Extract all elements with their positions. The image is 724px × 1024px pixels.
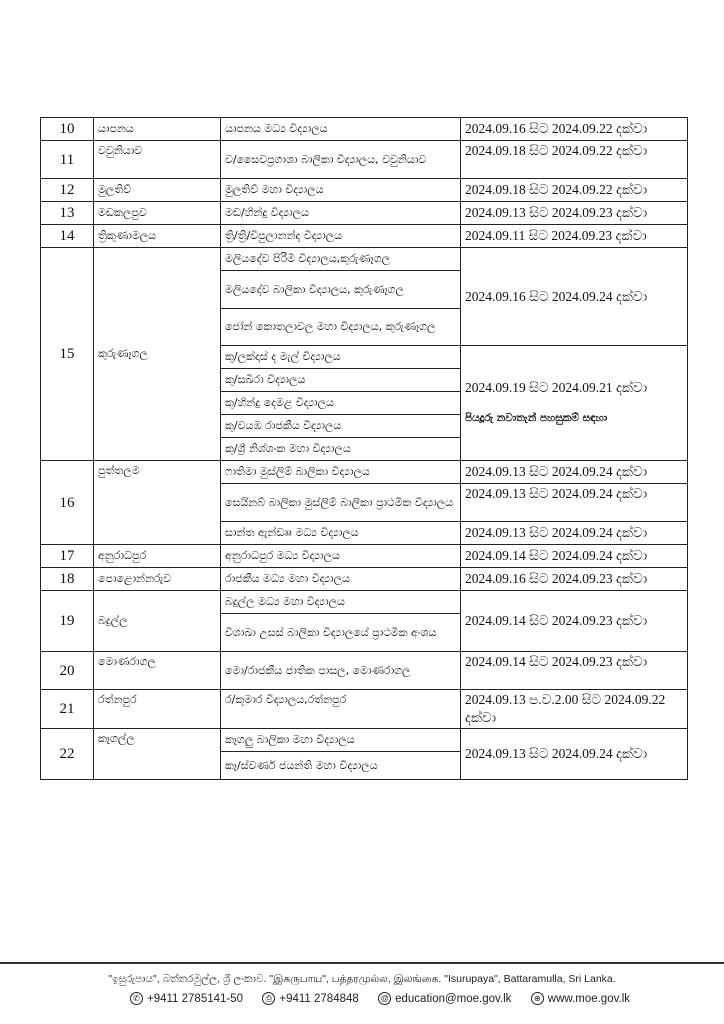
table-row <box>41 591 688 614</box>
table-row <box>41 690 688 729</box>
school-cell: ව/සෛවප්‍රගාශා බාලිකා විද්‍යාලය, වවුනියාව <box>221 141 461 179</box>
date-cell: 2024.09.16 සිට 2024.09.22 දක්වා <box>461 118 688 141</box>
row-number: 20 <box>41 652 94 690</box>
date-cell: 2024.09.16 සිට 2024.09.23 දක්වා <box>461 568 688 591</box>
district-cell: බදුල්ල <box>94 591 221 652</box>
row-number: 18 <box>41 568 94 591</box>
district-cell: අනුරාධපුර <box>94 545 221 568</box>
row-number: 19 <box>41 591 94 652</box>
school-cell: යාපනය මධ්‍ය විද්‍යාලය <box>221 118 461 141</box>
date-range: 2024.09.19 සිට 2024.09.21 දක්වා <box>465 380 648 395</box>
date-cell: 2024.09.16 සිට 2024.09.24 දක්වා <box>461 248 688 346</box>
district-cell: කෑගල්ල <box>94 729 221 780</box>
row-number: 12 <box>41 179 94 202</box>
row-number: 22 <box>41 729 94 780</box>
table-row <box>41 118 688 141</box>
date-cell: 2024.09.14 සිට 2024.09.23 දක්වා <box>461 652 688 690</box>
row-number: 15 <box>41 248 94 461</box>
fax-text: +9411 2784848 <box>279 992 359 1005</box>
table-row <box>41 568 688 591</box>
table-row <box>41 652 688 690</box>
school-cell: කු/ශ්‍රී නිශ්ශංක මහා විද්‍යාලය <box>221 438 461 461</box>
school-cell: බදුල්ල මධ්‍ය මහා විද්‍යාලය <box>221 591 461 614</box>
district-cell: කුරුණෑගල <box>94 248 221 461</box>
school-cell: අනුරාධපුර මධ්‍ය විද්‍යාලය <box>221 545 461 568</box>
district-cell: පුත්තලම <box>94 461 221 545</box>
date-note: පියදූරු නවාතැන් පහසුකම් සඳහා <box>465 412 608 424</box>
email-text[interactable]: education@moe.gov.lk <box>395 992 512 1005</box>
date-cell: 2024.09.18 සිට 2024.09.22 දක්වා <box>461 179 688 202</box>
date-cell: 2024.09.13 සිට 2024.09.24 දක්වා <box>461 522 688 545</box>
date-cell: 2024.09.11 සිට 2024.09.23 දක්වා <box>461 225 688 248</box>
district-cell: මඩකලපුව <box>94 202 221 225</box>
date-cell: 2024.09.13 සිට 2024.09.24 දක්වා <box>461 484 688 522</box>
table-row <box>41 179 688 202</box>
row-number: 17 <box>41 545 94 568</box>
table-row <box>41 141 688 179</box>
school-cell: කු/වයඹ රාජකීය විද්‍යාලය <box>221 415 461 438</box>
row-number: 21 <box>41 690 94 729</box>
email-icon: @ <box>378 992 391 1005</box>
school-cell: කෑ/ස්වර්ණ ජයන්ති මහා විද්‍යාලය <box>221 752 461 780</box>
school-cell: ෆාතිමා මුස්ලිම් බාලිකා විද්‍යාලය <box>221 461 461 484</box>
date-cell: 2024.09.14 සිට 2024.09.23 දක්වා <box>461 591 688 652</box>
date-cell: 2024.09.18 සිට 2024.09.22 දක්වා <box>461 141 688 179</box>
date-cell: 2024.09.14 සිට 2024.09.24 දක්වා <box>461 545 688 568</box>
district-cell: යාපනය <box>94 118 221 141</box>
school-cell: කෑගලු බාලිකා මහා විද්‍යාලය <box>221 729 461 752</box>
table-row <box>41 729 688 752</box>
school-cell: ර/කුමාර විද්‍යාලය,රත්නපුර <box>221 690 461 729</box>
phone-text: +9411 2785141-50 <box>147 992 244 1005</box>
school-cell: මුලතිව් මහා විද්‍යාලය <box>221 179 461 202</box>
school-cell: කු/හින්දු දෙමළ විද්‍යාලය <box>221 392 461 415</box>
school-cell: ජෝන් කොතලාවල මහා විද්‍යාලය, කුරුණෑගල <box>221 309 461 346</box>
table-row <box>41 461 688 484</box>
table-row <box>41 225 688 248</box>
row-number: 11 <box>41 141 94 179</box>
school-cell: මො/රාජකීය ජාතික පාසල, මොණරාගල <box>221 652 461 690</box>
web-text[interactable]: www.moe.gov.lk <box>547 992 630 1005</box>
web-icon: ⊕ <box>531 992 544 1005</box>
school-cell: සෙයිනබ් බාලිකා මුස්ලිම් බාලිකා ප්‍රාථමික විද්‍යාලය <box>221 484 461 522</box>
row-number: 10 <box>41 118 94 141</box>
footer-fax <box>262 992 358 1005</box>
footer-web[interactable] <box>531 992 630 1005</box>
district-cell: මොණරාගල <box>94 652 221 690</box>
school-cell: කු/ලක්දාස් ද මැල් විද්‍යාලය <box>221 346 461 369</box>
phone-icon: ✆ <box>130 992 143 1005</box>
school-cell: රාජකීය මධ්‍ය මහා විද්‍යාලය <box>221 568 461 591</box>
school-cell: සාන්ත ඇන්ඩ්‍රූ මධ්‍ය විද්‍යාලය <box>221 522 461 545</box>
footer-address: "ඉසුරුපාය", බත්තරමුල්ල, ශ්‍රී ලංකාව. "இசுருபாய", பத்தரமுல்ல, இலங்கை. "Isurupaya", Battaramulla, Sri Lanka. <box>108 973 616 985</box>
date-cell <box>461 346 688 461</box>
school-cell: මලියදේව පිරිමි විද්‍යාලය,කුරුණෑගල <box>221 248 461 271</box>
date-cell: 2024.09.13 සිට 2024.09.23 දක්වා <box>461 202 688 225</box>
school-cell: මඩ/හින්දු විද්‍යාලය <box>221 202 461 225</box>
school-cell: කු/සඛිරා විද්‍යාලය <box>221 369 461 392</box>
footer-contacts <box>130 992 630 1005</box>
schedule-table <box>40 117 688 780</box>
footer-divider <box>0 962 724 964</box>
district-cell: ත්‍රිකුණාමලය <box>94 225 221 248</box>
district-cell: වවුනියාව <box>94 141 221 179</box>
school-cell: ත්‍රි/ත්‍රි/විපුලානන්ද විද්‍යාලය <box>221 225 461 248</box>
district-cell: මුලතිව් <box>94 179 221 202</box>
school-cell: මලියදේව බාලිකා විද්‍යාලය, කුරුණෑගල <box>221 271 461 309</box>
footer-phone <box>130 992 243 1005</box>
date-cell: 2024.09.13 සිට 2024.09.24 දක්වා <box>461 461 688 484</box>
district-cell: රත්නපුර <box>94 690 221 729</box>
row-number: 14 <box>41 225 94 248</box>
school-cell: විශාඛා උසස් බාලිකා විද්‍යාලයේ ප්‍රාථමික අංශය <box>221 614 461 652</box>
row-number: 13 <box>41 202 94 225</box>
table-row <box>41 248 688 271</box>
footer-email[interactable] <box>378 992 511 1005</box>
district-cell: පොළොන්නරුව <box>94 568 221 591</box>
row-number: 16 <box>41 461 94 545</box>
date-cell: 2024.09.13 ප.ව.2.00 සිට 2024.09.22 දක්වා <box>461 690 688 729</box>
fax-icon: ⎙ <box>262 992 275 1005</box>
date-cell: 2024.09.13 සිට 2024.09.24 දක්වා <box>461 729 688 780</box>
table-row <box>41 545 688 568</box>
table-row <box>41 202 688 225</box>
